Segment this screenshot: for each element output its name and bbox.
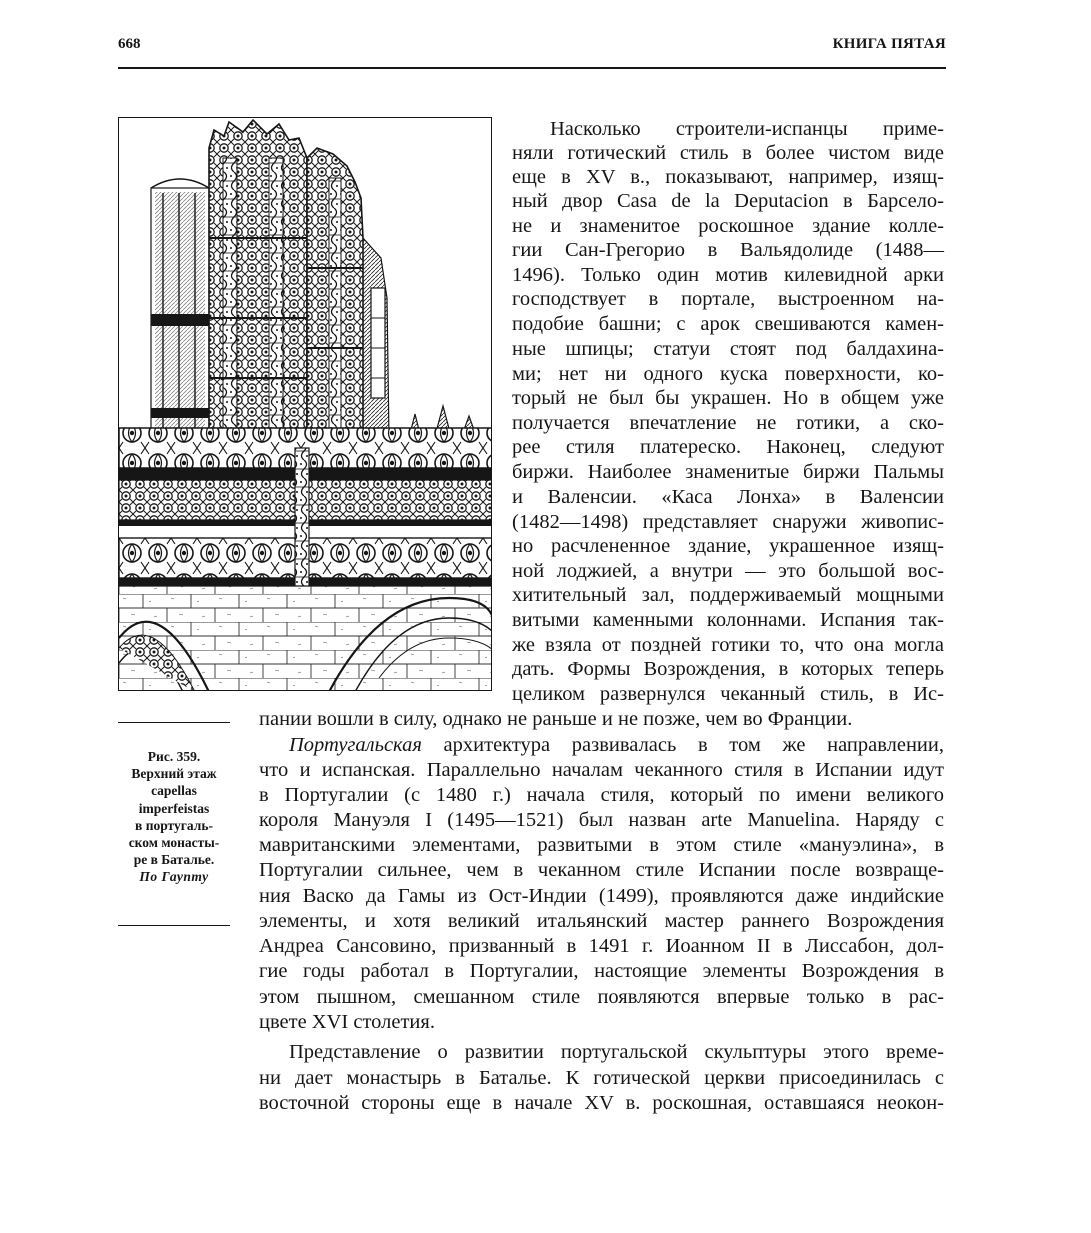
caption-line: в португаль- [135, 817, 213, 833]
text-line: и Валенсии. «Каса Лонха» в Валенсии [512, 486, 944, 508]
center-mullion [295, 448, 309, 608]
text-line: гие годы работал в Португалии, настоящие элементы Возрождения в [259, 960, 944, 982]
page-number: 668 [118, 36, 141, 52]
caption-rule-top [118, 722, 230, 723]
text-line: хитительный зал, поддерживаемый мощными [512, 584, 944, 606]
text-line: господствует в портале, выстроенном на- [512, 288, 944, 310]
text-line: торый не был бы украшен. Но в общем уже [512, 387, 944, 409]
book-title: КНИГА ПЯТАЯ [832, 36, 946, 52]
text-line: ный двор Casa de la Deputacion в Барсело- [512, 190, 944, 212]
text-line: но расчлененное здание, украшенное изящ- [512, 535, 944, 557]
text-line: целиком развернулся чеканный стиль, в Ис- [512, 683, 944, 705]
text-line: еще в XV в., показывают, например, изящ- [512, 166, 944, 188]
caption-credit: По Гаупту [139, 869, 209, 885]
text-line: Андреа Сансовино, призванный в 1491 г. Иоанном II в Лиссабон, дол- [259, 935, 944, 957]
text-line: гии Сан-Грегорио в Вальядолиде (1488— [512, 239, 944, 261]
text-line: не и знаменитое роскошное здание колле- [512, 215, 944, 237]
caption-line: Рис. 359. [147, 749, 201, 764]
text-line: ми; нет ни одного куска поверхности, ко- [512, 363, 944, 385]
text-line: ной лоджией, а внутри — это большой вос- [512, 560, 944, 582]
italic-term: Португальская [289, 734, 422, 756]
right-buttress [307, 148, 389, 448]
caption-line: imperfeistas [138, 800, 210, 816]
text-line: ные шпицы; статуи стоят под балдахина- [512, 338, 944, 360]
text-line: что и испанская. Параллельно началам чеканного стиля в Испании идут [259, 759, 944, 781]
text-line-rest: архитектура развивалась в том же направлении, [443, 734, 944, 756]
text-line: Представление о развитии португальской скульптуры этого време- [289, 1041, 944, 1063]
figure-caption [112, 748, 236, 886]
text-line: Португалии сильнее, чем в чеканном стиле Испании после возвраще- [259, 859, 944, 881]
ornamented-pier [209, 120, 307, 448]
text-line: ния Васко да Гамы из Ост-Индии (1499), проявляются даже индийские [259, 885, 944, 907]
text-line: элементы, и хотя великий итальянский мастер раннего Возрождения [259, 910, 944, 932]
caption-line: ском монасты- [128, 835, 220, 851]
caption-line: Верхний этаж [131, 766, 217, 782]
caption-line: ре в Баталье. [133, 852, 215, 868]
text-line: мавританскими элементами, развитыми в этом стиле «мануэлина», в [259, 834, 944, 856]
text-line: няли готический стиль в более чистом виде [512, 142, 944, 164]
text-line: получается впечатление не готики, а ско- [512, 412, 944, 434]
text-line: дать. Формы Возрождения, в которых теперь [512, 658, 944, 680]
text-line: витыми каменными колоннами. Испания так- [512, 609, 944, 631]
header-rule [118, 67, 946, 69]
text-line: рее стиля платереско. Наконец, следуют [512, 436, 944, 458]
caption-line: capellas [151, 783, 197, 799]
caption-rule-bottom [118, 925, 230, 926]
text-line: в Португалии (с 1480 г.) начала стиля, который по имени великого [259, 784, 944, 806]
paragraph-portugal-lead [259, 733, 944, 757]
text-line: же взяла от поздней готики то, что она могла [512, 634, 944, 656]
text-line: цвете XVI столетия. [259, 1011, 435, 1033]
text-line: пании вошли в силу, однако не раньше и не позже, чем во Франции. [259, 708, 853, 730]
text-line: ни дает монастырь в Баталье. К готической церкви присоединилась с [259, 1067, 944, 1089]
text-line: этом пышном, смешанном стиле появляются впервые только в рас- [259, 986, 944, 1008]
capellas-imperfeitas-drawing [119, 118, 492, 691]
text-line: короля Мануэля I (1495—1521) был назван arte Manuelina. Наряду с [259, 809, 944, 831]
figure-illustration [118, 117, 492, 691]
text-line: Насколько строители-испанцы приме- [550, 118, 944, 140]
text-line: восточной стороны еще в начале XV в. роскошная, оставшаяся неокон- [259, 1092, 944, 1114]
text-line: (1482—1498) представляет снаружи живопис- [512, 511, 944, 533]
text-line: подобие башни; с арок свешиваются камен- [512, 313, 944, 335]
running-head [118, 36, 946, 60]
text-line: 1496). Только один мотив килевидной арки [512, 264, 944, 286]
text-line: биржи. Наиболее знаменитые биржи Пальмы [512, 461, 944, 483]
